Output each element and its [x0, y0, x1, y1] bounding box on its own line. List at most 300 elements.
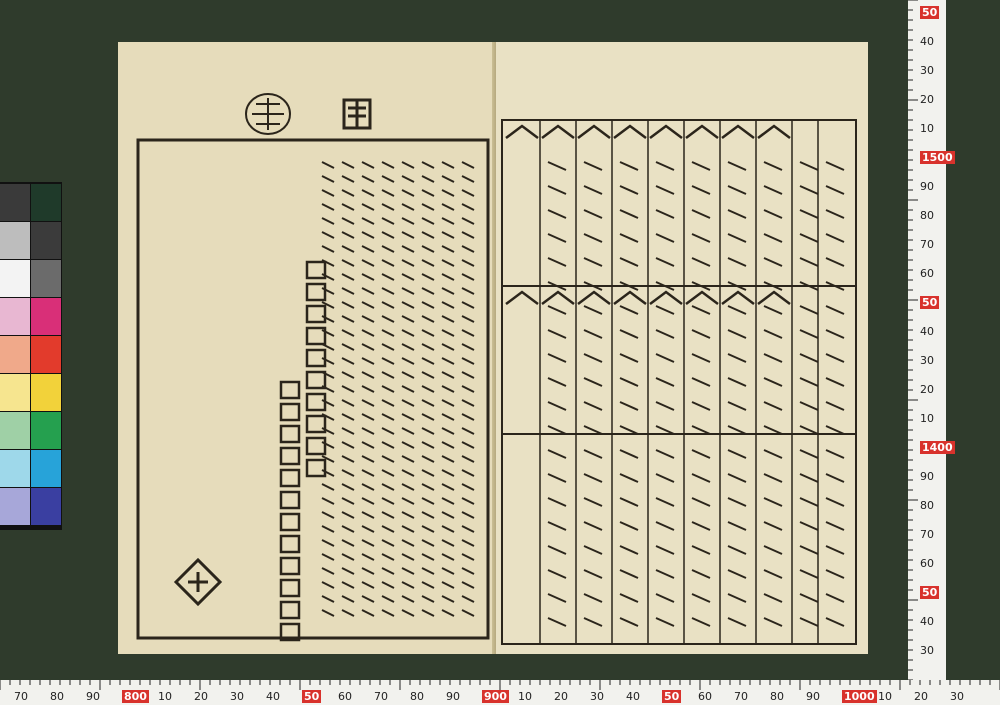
text-stroke [728, 618, 746, 626]
text-stroke [382, 218, 394, 224]
text-stroke [800, 546, 818, 554]
text-stroke [692, 306, 710, 314]
text-stroke [382, 330, 394, 336]
text-stroke [422, 330, 434, 336]
roof-icon [686, 292, 718, 304]
text-stroke [692, 618, 710, 626]
text-stroke [402, 316, 414, 322]
text-stroke [402, 554, 414, 560]
text-stroke [422, 414, 434, 420]
text-stroke [826, 426, 844, 434]
text-stroke [442, 344, 454, 350]
text-stroke [402, 470, 414, 476]
text-stroke [656, 450, 674, 458]
text-stroke [620, 234, 638, 242]
text-stroke [322, 554, 334, 560]
text-stroke [620, 450, 638, 458]
text-stroke [422, 162, 434, 168]
text-stroke [362, 274, 374, 280]
ruler-number: 50 [664, 690, 680, 703]
text-stroke [548, 594, 566, 602]
text-stroke [362, 246, 374, 252]
text-stroke [728, 498, 746, 506]
ruler-number: 90 [920, 180, 934, 193]
ruler-number: 10 [920, 412, 934, 425]
text-stroke [402, 442, 414, 448]
text-stroke [620, 498, 638, 506]
text-stroke [442, 512, 454, 518]
ruler-bottom [0, 680, 1000, 705]
text-stroke [462, 484, 474, 490]
text-stroke [362, 512, 374, 518]
text-stroke [764, 450, 782, 458]
text-stroke [462, 344, 474, 350]
text-stroke [442, 498, 454, 504]
text-stroke [382, 260, 394, 266]
text-stroke [281, 536, 299, 552]
ruler-number: 1500 [922, 151, 953, 164]
text-stroke [728, 330, 746, 338]
text-stroke [382, 386, 394, 392]
text-stroke [620, 330, 638, 338]
text-stroke [362, 386, 374, 392]
text-stroke [382, 358, 394, 364]
text-stroke [402, 274, 414, 280]
text-stroke [462, 498, 474, 504]
text-stroke [764, 258, 782, 266]
text-stroke [620, 186, 638, 194]
ruler-number: 10 [518, 690, 532, 703]
ruler-number: 70 [374, 690, 388, 703]
text-stroke [442, 610, 454, 616]
text-stroke [342, 540, 354, 546]
ruler-number: 80 [920, 499, 934, 512]
ruler-number: 90 [86, 690, 100, 703]
text-stroke [462, 442, 474, 448]
text-stroke [422, 512, 434, 518]
text-stroke [584, 522, 602, 530]
text-stroke [362, 218, 374, 224]
text-stroke [442, 330, 454, 336]
text-stroke [281, 404, 299, 420]
ruler-number: 50 [922, 586, 938, 599]
color-swatch [31, 336, 61, 373]
text-stroke [342, 358, 354, 364]
text-stroke [402, 218, 414, 224]
roof-icon [542, 126, 574, 138]
text-stroke [728, 474, 746, 482]
text-stroke [422, 582, 434, 588]
text-stroke [342, 232, 354, 238]
text-stroke [548, 546, 566, 554]
text-stroke [422, 218, 434, 224]
text-stroke [402, 484, 414, 490]
text-stroke [322, 498, 334, 504]
text-stroke [826, 210, 844, 218]
text-stroke [584, 330, 602, 338]
text-stroke [402, 246, 414, 252]
text-stroke [362, 428, 374, 434]
ruler-number: 20 [914, 690, 928, 703]
text-stroke [584, 474, 602, 482]
text-stroke [584, 450, 602, 458]
text-stroke [548, 570, 566, 578]
text-stroke [362, 582, 374, 588]
text-stroke [322, 204, 334, 210]
text-stroke [656, 546, 674, 554]
text-stroke [307, 394, 325, 410]
text-stroke [342, 428, 354, 434]
text-stroke [692, 450, 710, 458]
text-stroke [656, 258, 674, 266]
text-stroke [800, 450, 818, 458]
text-stroke [382, 204, 394, 210]
text-stroke [692, 474, 710, 482]
text-stroke [692, 426, 710, 434]
text-stroke [826, 162, 844, 170]
text-stroke [826, 378, 844, 386]
text-stroke [442, 582, 454, 588]
text-stroke [402, 400, 414, 406]
text-stroke [322, 512, 334, 518]
ruler-number: 30 [920, 644, 934, 657]
text-stroke [322, 526, 334, 532]
text-stroke [656, 306, 674, 314]
text-stroke [656, 402, 674, 410]
roof-icon [542, 292, 574, 304]
text-stroke [548, 234, 566, 242]
text-stroke [362, 190, 374, 196]
text-stroke [442, 456, 454, 462]
ruler-number: 70 [920, 238, 934, 251]
text-stroke [692, 258, 710, 266]
text-stroke [402, 540, 414, 546]
text-stroke [548, 162, 566, 170]
text-stroke [422, 246, 434, 252]
text-stroke [422, 372, 434, 378]
text-stroke [764, 330, 782, 338]
text-stroke [656, 378, 674, 386]
text-stroke [826, 594, 844, 602]
text-stroke [342, 442, 354, 448]
roof-icon [650, 292, 682, 304]
ruler-number: 20 [194, 690, 208, 703]
text-stroke [462, 190, 474, 196]
text-stroke [342, 484, 354, 490]
text-stroke [620, 594, 638, 602]
text-stroke [442, 288, 454, 294]
text-stroke [382, 344, 394, 350]
ruler-number: 50 [922, 6, 938, 19]
text-stroke [322, 484, 334, 490]
text-stroke [764, 234, 782, 242]
text-stroke [362, 554, 374, 560]
text-stroke [800, 378, 818, 386]
text-stroke [281, 514, 299, 530]
color-swatch [31, 298, 61, 335]
text-stroke [728, 402, 746, 410]
text-stroke [362, 232, 374, 238]
text-stroke [728, 354, 746, 362]
text-stroke [382, 526, 394, 532]
text-stroke [322, 582, 334, 588]
text-stroke [620, 402, 638, 410]
text-stroke [402, 162, 414, 168]
text-stroke [442, 274, 454, 280]
text-stroke [692, 210, 710, 218]
text-stroke [764, 210, 782, 218]
text-stroke [442, 428, 454, 434]
text-stroke [548, 378, 566, 386]
text-stroke [692, 402, 710, 410]
text-stroke [764, 522, 782, 530]
text-stroke [362, 456, 374, 462]
ruler-number: 70 [920, 528, 934, 541]
text-stroke [422, 470, 434, 476]
ruler-number: 60 [920, 557, 934, 570]
text-stroke [402, 596, 414, 602]
text-stroke [462, 358, 474, 364]
text-stroke [422, 190, 434, 196]
text-stroke [800, 474, 818, 482]
ruler-number: 1000 [844, 690, 875, 703]
text-stroke [620, 570, 638, 578]
ruler-number: 900 [484, 690, 507, 703]
text-stroke [362, 288, 374, 294]
ruler-number: 90 [806, 690, 820, 703]
text-stroke [656, 426, 674, 434]
text-stroke [656, 210, 674, 218]
text-stroke [800, 354, 818, 362]
text-stroke [281, 448, 299, 464]
text-stroke [462, 218, 474, 224]
text-stroke [656, 162, 674, 170]
text-stroke [342, 568, 354, 574]
text-stroke [402, 372, 414, 378]
text-stroke [362, 526, 374, 532]
text-stroke [692, 594, 710, 602]
text-stroke [584, 426, 602, 434]
text-stroke [462, 400, 474, 406]
ruler-number: 80 [50, 690, 64, 703]
text-stroke [342, 610, 354, 616]
text-stroke [442, 260, 454, 266]
text-stroke [322, 162, 334, 168]
text-stroke [728, 426, 746, 434]
text-stroke [307, 262, 325, 278]
text-stroke [422, 232, 434, 238]
text-stroke [382, 274, 394, 280]
text-stroke [462, 204, 474, 210]
text-stroke [322, 568, 334, 574]
text-stroke [620, 618, 638, 626]
text-stroke [584, 402, 602, 410]
roof-icon [686, 126, 718, 138]
text-stroke [402, 582, 414, 588]
text-stroke [342, 470, 354, 476]
ruler-number: 10 [920, 122, 934, 135]
text-stroke [342, 498, 354, 504]
text-stroke [342, 526, 354, 532]
text-stroke [362, 162, 374, 168]
text-stroke [800, 186, 818, 194]
text-stroke [281, 382, 299, 398]
text-stroke [382, 162, 394, 168]
text-stroke [382, 568, 394, 574]
text-stroke [548, 618, 566, 626]
ruler-number: 90 [920, 470, 934, 483]
text-stroke [402, 204, 414, 210]
text-stroke [548, 498, 566, 506]
book-page-right [496, 42, 868, 654]
roof-icon [614, 292, 646, 304]
text-stroke [281, 426, 299, 442]
color-swatch [31, 374, 61, 411]
roof-icon [722, 292, 754, 304]
text-stroke [620, 306, 638, 314]
color-swatch [0, 488, 30, 525]
text-stroke [362, 414, 374, 420]
text-stroke [281, 558, 299, 574]
roof-icon [506, 292, 538, 304]
text-stroke [620, 426, 638, 434]
text-stroke [442, 176, 454, 182]
text-stroke [548, 330, 566, 338]
text-stroke [322, 540, 334, 546]
text-stroke [764, 354, 782, 362]
text-stroke [442, 232, 454, 238]
text-stroke [442, 372, 454, 378]
text-stroke [692, 162, 710, 170]
text-stroke [462, 274, 474, 280]
text-stroke [402, 498, 414, 504]
text-stroke [422, 386, 434, 392]
text-stroke [402, 176, 414, 182]
text-stroke [402, 358, 414, 364]
text-stroke [584, 210, 602, 218]
ruler-number: 10 [878, 690, 892, 703]
text-stroke [422, 260, 434, 266]
roof-icon [578, 292, 610, 304]
text-stroke [307, 306, 325, 322]
text-stroke [342, 218, 354, 224]
text-stroke [362, 498, 374, 504]
text-stroke [826, 306, 844, 314]
color-swatch [0, 260, 30, 297]
text-stroke [402, 288, 414, 294]
text-stroke [620, 210, 638, 218]
roof-icon [650, 126, 682, 138]
text-stroke [382, 176, 394, 182]
text-stroke [422, 456, 434, 462]
ruler-number: 30 [920, 64, 934, 77]
color-calibration-chart [0, 182, 62, 530]
text-stroke [342, 162, 354, 168]
text-stroke [422, 316, 434, 322]
text-stroke [462, 610, 474, 616]
roof-icon [506, 126, 538, 138]
text-stroke [548, 426, 566, 434]
text-stroke [728, 306, 746, 314]
text-stroke [800, 258, 818, 266]
text-stroke [764, 546, 782, 554]
ruler-number: 70 [14, 690, 28, 703]
text-stroke [764, 306, 782, 314]
text-stroke [826, 450, 844, 458]
text-stroke [362, 372, 374, 378]
roof-icon [758, 292, 790, 304]
text-stroke [656, 570, 674, 578]
text-stroke [281, 492, 299, 508]
ruler-number: 40 [920, 325, 934, 338]
text-stroke [442, 540, 454, 546]
text-stroke [692, 354, 710, 362]
text-stroke [692, 234, 710, 242]
text-stroke [382, 512, 394, 518]
color-swatch [0, 222, 30, 259]
text-stroke [462, 232, 474, 238]
roof-icon [614, 126, 646, 138]
text-stroke [656, 618, 674, 626]
text-stroke [826, 354, 844, 362]
text-stroke [362, 176, 374, 182]
text-stroke [584, 498, 602, 506]
text-stroke [362, 568, 374, 574]
text-stroke [442, 316, 454, 322]
text-stroke [342, 302, 354, 308]
color-swatch [0, 412, 30, 449]
color-swatch [31, 184, 61, 221]
roof-icon [758, 126, 790, 138]
ruler-right [908, 0, 953, 680]
text-stroke [826, 474, 844, 482]
color-swatch [0, 374, 30, 411]
text-stroke [342, 344, 354, 350]
text-stroke [462, 428, 474, 434]
text-stroke [342, 386, 354, 392]
text-stroke [584, 162, 602, 170]
ruler-number: 30 [950, 690, 964, 703]
ruler-number: 20 [920, 383, 934, 396]
text-stroke [462, 372, 474, 378]
text-stroke [402, 526, 414, 532]
text-stroke [548, 258, 566, 266]
text-stroke [826, 546, 844, 554]
text-stroke [342, 246, 354, 252]
left-page-drawing [118, 42, 496, 654]
color-swatch [0, 184, 30, 221]
text-stroke [656, 354, 674, 362]
text-stroke [342, 554, 354, 560]
text-stroke [656, 234, 674, 242]
text-stroke [462, 456, 474, 462]
text-stroke [442, 568, 454, 574]
text-stroke [442, 400, 454, 406]
author-mark-icon [176, 560, 220, 604]
color-swatch [31, 260, 61, 297]
ruler-number: 80 [920, 209, 934, 222]
right-page-drawing [496, 42, 868, 654]
text-stroke [764, 378, 782, 386]
text-stroke [826, 330, 844, 338]
text-stroke [800, 498, 818, 506]
text-stroke [402, 512, 414, 518]
text-stroke [382, 610, 394, 616]
ruler-number: 80 [770, 690, 784, 703]
text-stroke [692, 546, 710, 554]
ruler-number: 40 [920, 35, 934, 48]
text-stroke [307, 460, 325, 476]
